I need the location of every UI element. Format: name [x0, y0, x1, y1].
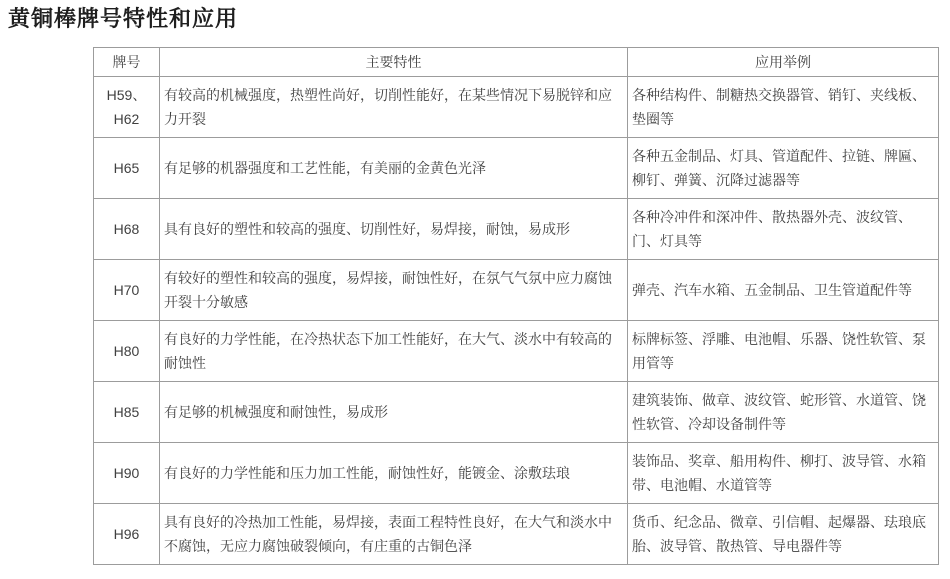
table-row [94, 443, 939, 504]
header-characteristics: 主要特性 [160, 48, 628, 77]
characteristics-cell: 有较高的机械强度，热塑性尚好，切削性能好，在某些情况下易脱锌和应力开裂 [160, 77, 628, 138]
header-grade: 牌号 [94, 48, 160, 77]
brass-grades-table [93, 47, 939, 565]
table-row [94, 77, 939, 138]
grade-cell: H68 [94, 199, 160, 260]
grade-cell: H85 [94, 382, 160, 443]
header-applications: 应用举例 [628, 48, 939, 77]
table-header-row [94, 48, 939, 77]
grade-cell: H59、H62 [94, 77, 160, 138]
applications-cell: 标牌标签、浮雕、电池帽、乐器、饶性软管、泵用管等 [628, 321, 939, 382]
grade-cell: H96 [94, 504, 160, 565]
characteristics-cell: 有足够的机器强度和工艺性能，有美丽的金黄色光泽 [160, 138, 628, 199]
table-row [94, 321, 939, 382]
characteristics-cell: 有较好的塑性和较高的强度，易焊接，耐蚀性好，在氛气气氛中应力腐蚀开裂十分敏感 [160, 260, 628, 321]
applications-cell: 各种结构件、制糖热交换器管、销钉、夹线板、垫圈等 [628, 77, 939, 138]
table-row [94, 382, 939, 443]
page [0, 6, 950, 565]
grade-cell: H80 [94, 321, 160, 382]
applications-cell: 货币、纪念品、微章、引信帽、起爆器、珐琅底胎、波导管、散热管、导电器件等 [628, 504, 939, 565]
grade-cell: H70 [94, 260, 160, 321]
characteristics-cell: 有良好的力学性能和压力加工性能，耐蚀性好，能镀金、涂敷珐琅 [160, 443, 628, 504]
characteristics-cell: 具有良好的冷热加工性能，易焊接，表面工程特性良好，在大气和淡水中不腐蚀，无应力腐蚀破裂倾向，有庄重的古铜色泽 [160, 504, 628, 565]
page-title: 黄铜棒牌号特性和应用 [8, 6, 239, 31]
characteristics-cell: 具有良好的塑性和较高的强度、切削性好，易焊接，耐蚀，易成形 [160, 199, 628, 260]
grade-cell: H65 [94, 138, 160, 199]
table-row [94, 260, 939, 321]
applications-cell: 建筑装饰、做章、波纹管、蛇形管、水道管、饶性软管、冷却设备制件等 [628, 382, 939, 443]
grade-cell: H90 [94, 443, 160, 504]
table-row [94, 199, 939, 260]
applications-cell: 装饰品、奖章、船用构件、柳打、波导管、水箱带、电池帽、水道管等 [628, 443, 939, 504]
applications-cell: 各种五金制品、灯具、管道配件、拉链、牌匾、柳钉、弹簧、沉降过滤器等 [628, 138, 939, 199]
characteristics-cell: 有良好的力学性能，在冷热状态下加工性能好，在大气、淡水中有较高的耐蚀性 [160, 321, 628, 382]
characteristics-cell: 有足够的机械强度和耐蚀性，易成形 [160, 382, 628, 443]
table-row [94, 138, 939, 199]
table-row [94, 504, 939, 565]
applications-cell: 各种冷冲件和深冲件、散热器外壳、波纹管、门、灯具等 [628, 199, 939, 260]
applications-cell: 弹壳、汽车水箱、五金制品、卫生管道配件等 [628, 260, 939, 321]
